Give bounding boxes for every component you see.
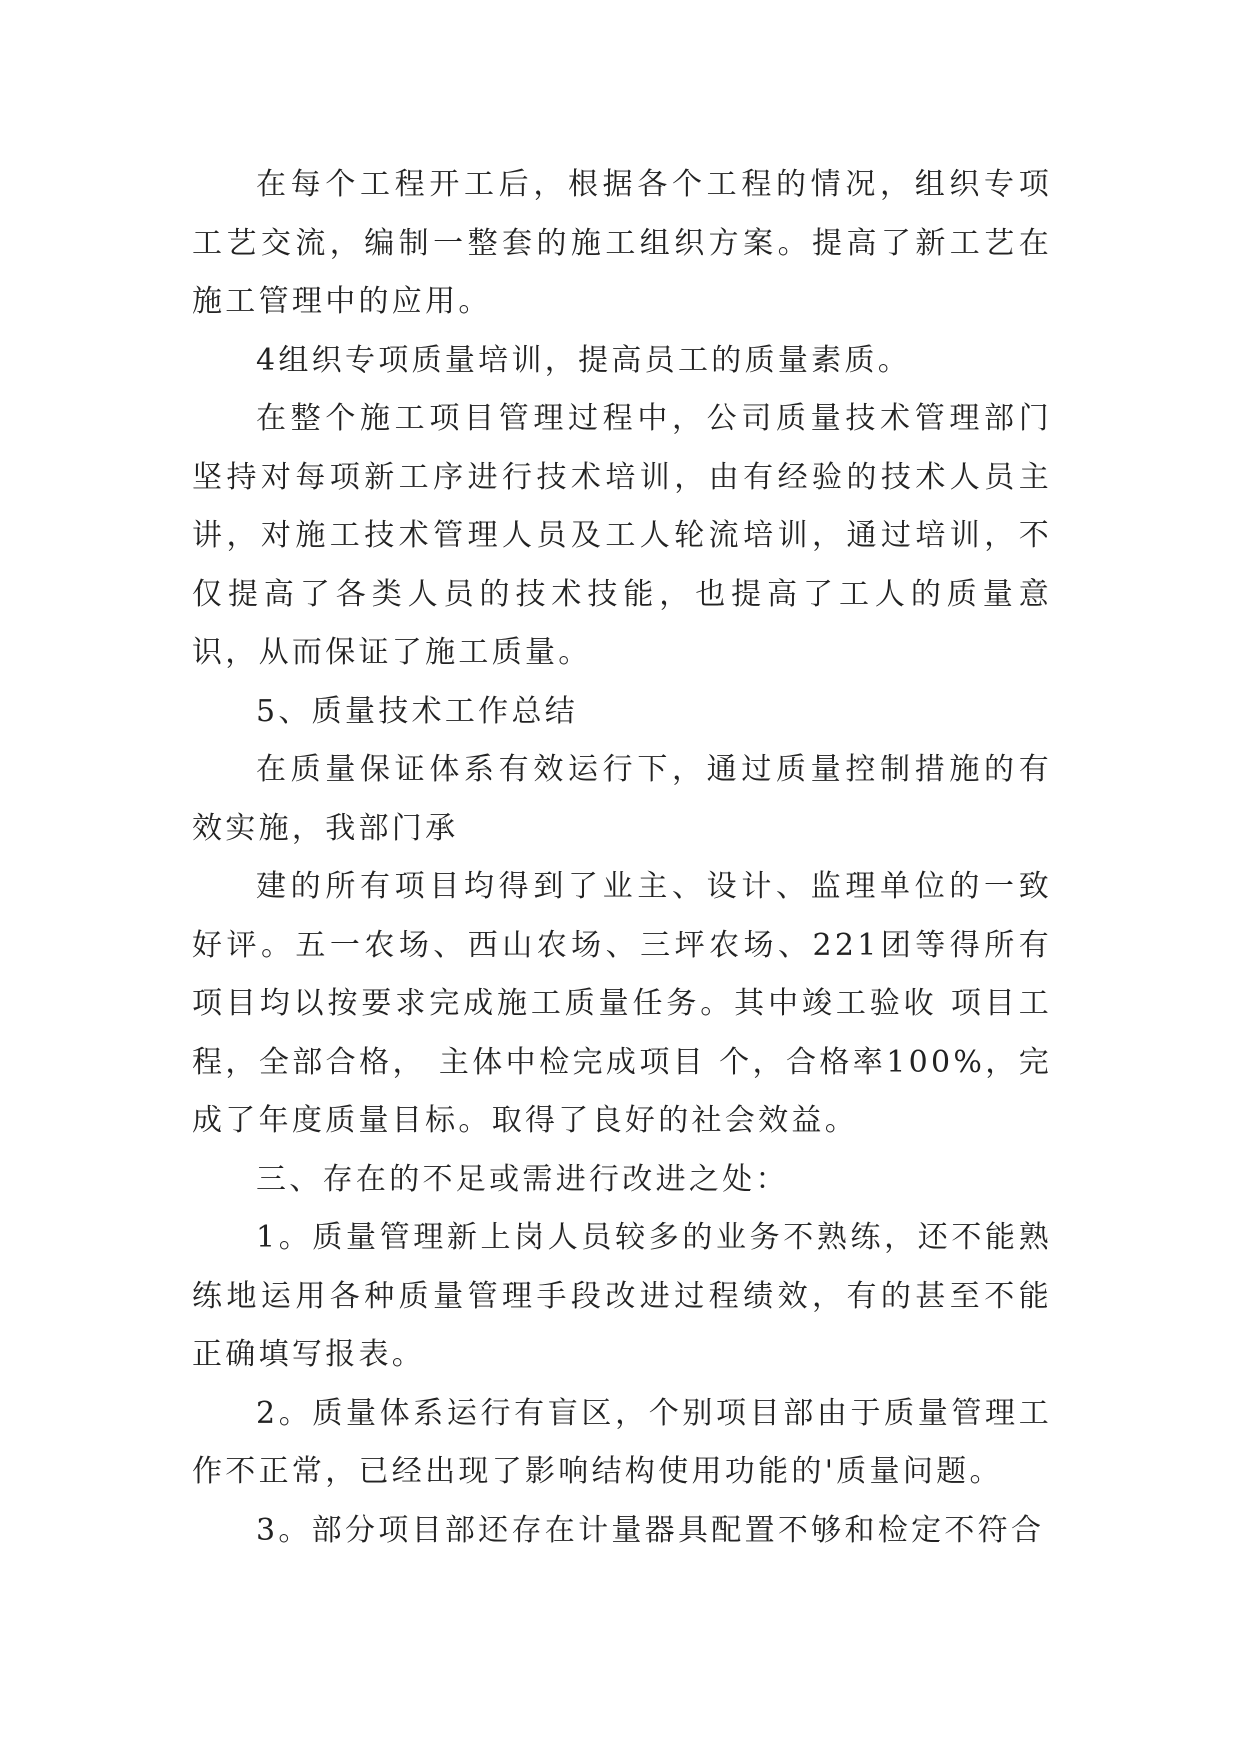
paragraph-technical-training: 在整个施工项目管理过程中，公司质量技术管理部门坚持对每项新工序进行技术培训，由有经验的技术人员主讲，对施工技术管理人员及工人轮流培训，通过培训，不仅提高了各类人员的技术技能，也提高了工人的质量意识，从而保证了施工质量。: [192, 401, 1052, 670]
heading-quality-training: 4组织专项质量培训，提高员工的质量素质。: [256, 342, 912, 378]
list-item-shortcoming-1: 1。质量管理新上岗人员较多的业务不熟练，还不能熟练地运用各种质量管理手段改进过程绩效，有的甚至不能正确填写报表。: [192, 1220, 1052, 1372]
heading-work-summary: 5、质量技术工作总结: [256, 693, 579, 729]
paragraph-process-exchange: 在每个工程开工后，根据各个工程的情况，组织专项工艺交流，编制一整套的施工组织方案。提高了新工艺在施工管理中的应用。: [192, 167, 1052, 319]
heading-shortcomings: 三、存在的不足或需进行改进之处：: [256, 1161, 789, 1197]
paragraph-quality-system: 在质量保证体系有效运行下，通过质量控制措施的有效实施，我部门承: [192, 752, 1052, 846]
list-item-shortcoming-2: 2。质量体系运行有盲区，个别项目部由于质量管理工作不正常，已经出现了影响结构使用功能的'质量问题。: [192, 1395, 1052, 1489]
list-item-shortcoming-3: 3。部分项目部还存在计量器具配置不够和检定不符合: [256, 1512, 1045, 1548]
paragraph-project-results: 建的所有项目均得到了业主、设计、监理单位的一致好评。五一农场、西山农场、三坪农场、221团等得所有项目均以按要求完成施工质量任务。其中竣工验收 项目工程，全部合格， 主体中检完成项目 个，合格率100%，完成了年度质量目标。取得了良好的社会效益。: [192, 869, 1052, 1138]
document-body: [192, 156, 1052, 1560]
